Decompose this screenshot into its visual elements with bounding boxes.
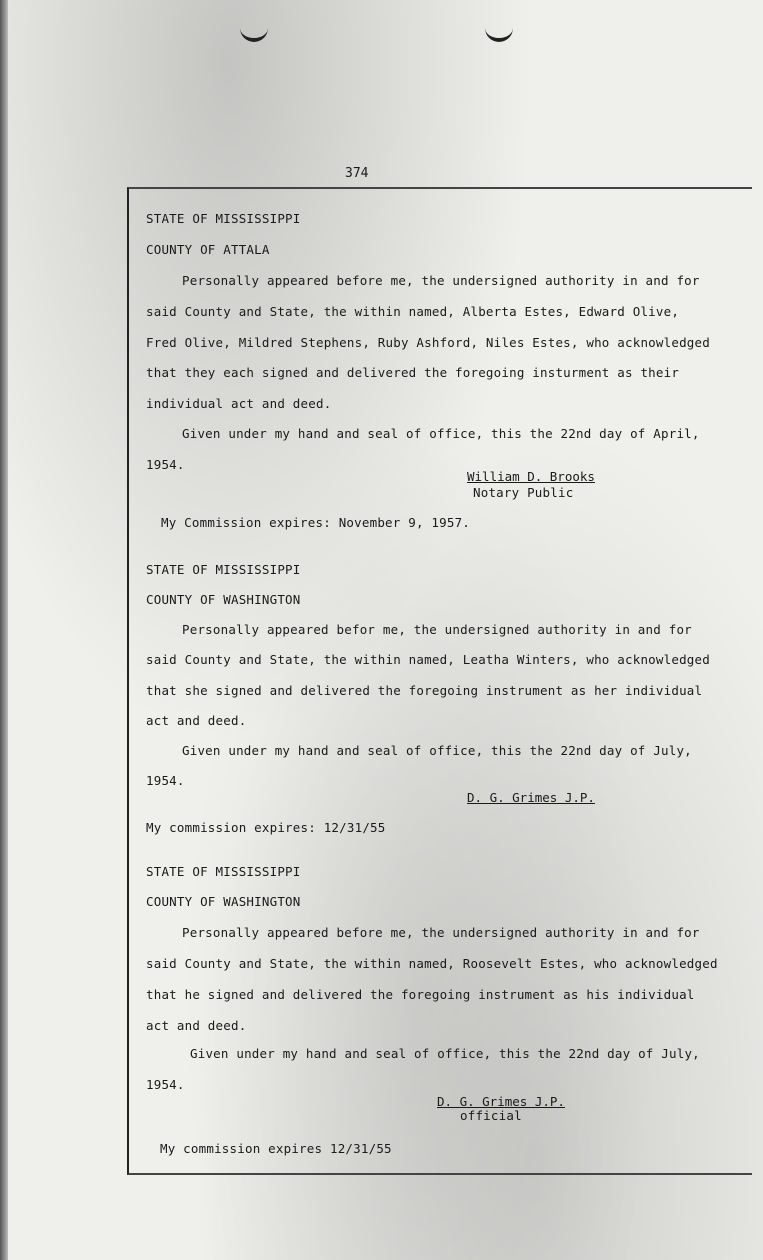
body-line: that she signed and delivered the foregoing instrument as her individual <box>146 683 703 698</box>
body-line: act and deed. <box>146 713 247 728</box>
state-heading: STATE OF MISSISSIPPI <box>146 211 301 226</box>
given-line: Given under my hand and seal of office, this the 22nd day of July, <box>190 1046 700 1061</box>
signature: William D. Brooks <box>467 469 595 484</box>
body-line: individual act and deed. <box>146 396 332 411</box>
year: 1954. <box>146 1077 185 1092</box>
page-number: 374 <box>345 166 369 181</box>
state-heading: STATE OF MISSISSIPPI <box>146 562 301 577</box>
body-line: Personally appeared befor me, the undersigned authority in and for <box>182 622 692 637</box>
county-heading: COUNTY OF WASHINGTON <box>146 894 301 909</box>
signature: D. G. Grimes J.P. <box>437 1094 565 1109</box>
given-line: Given under my hand and seal of office, this the 22nd day of July, <box>182 743 692 758</box>
body-line: act and deed. <box>146 1018 247 1033</box>
body-line: Fred Olive, Mildred Stephens, Ruby Ashford, Niles Estes, who acknowledged <box>146 335 710 350</box>
commission-line: My commission expires 12/31/55 <box>160 1141 392 1156</box>
scan-edge <box>0 0 8 1260</box>
year: 1954. <box>146 773 185 788</box>
year: 1954. <box>146 457 185 472</box>
given-line: Given under my hand and seal of office, this the 22nd day of April, <box>182 426 700 441</box>
commission-line: My commission expires: 12/31/55 <box>146 820 386 835</box>
body-line: said County and State, the within named, Leatha Winters, who acknowledged <box>146 652 710 667</box>
signature: D. G. Grimes J.P. <box>467 790 595 805</box>
body-line: that they each signed and delivered the foregoing insturment as their <box>146 365 680 380</box>
body-line: that he signed and delivered the foregoing instrument as his individual <box>146 987 695 1002</box>
body-line: said County and State, the within named, Alberta Estes, Edward Olive, <box>146 304 680 319</box>
signer-title: official <box>460 1108 522 1123</box>
punch-hole-mark <box>240 18 268 42</box>
body-line: said County and State, the within named, Roosevelt Estes, who acknowledged <box>146 956 718 971</box>
county-heading: COUNTY OF ATTALA <box>146 242 270 257</box>
punch-hole-mark <box>485 18 513 42</box>
body-line: Personally appeared before me, the undersigned authority in and for <box>182 273 700 288</box>
state-heading: STATE OF MISSISSIPPI <box>146 864 301 879</box>
body-line: Personally appeared before me, the undersigned authority in and for <box>182 925 700 940</box>
county-heading: COUNTY OF WASHINGTON <box>146 592 301 607</box>
commission-line: My Commission expires: November 9, 1957. <box>161 515 471 530</box>
signer-title: Notary Public <box>473 485 574 500</box>
